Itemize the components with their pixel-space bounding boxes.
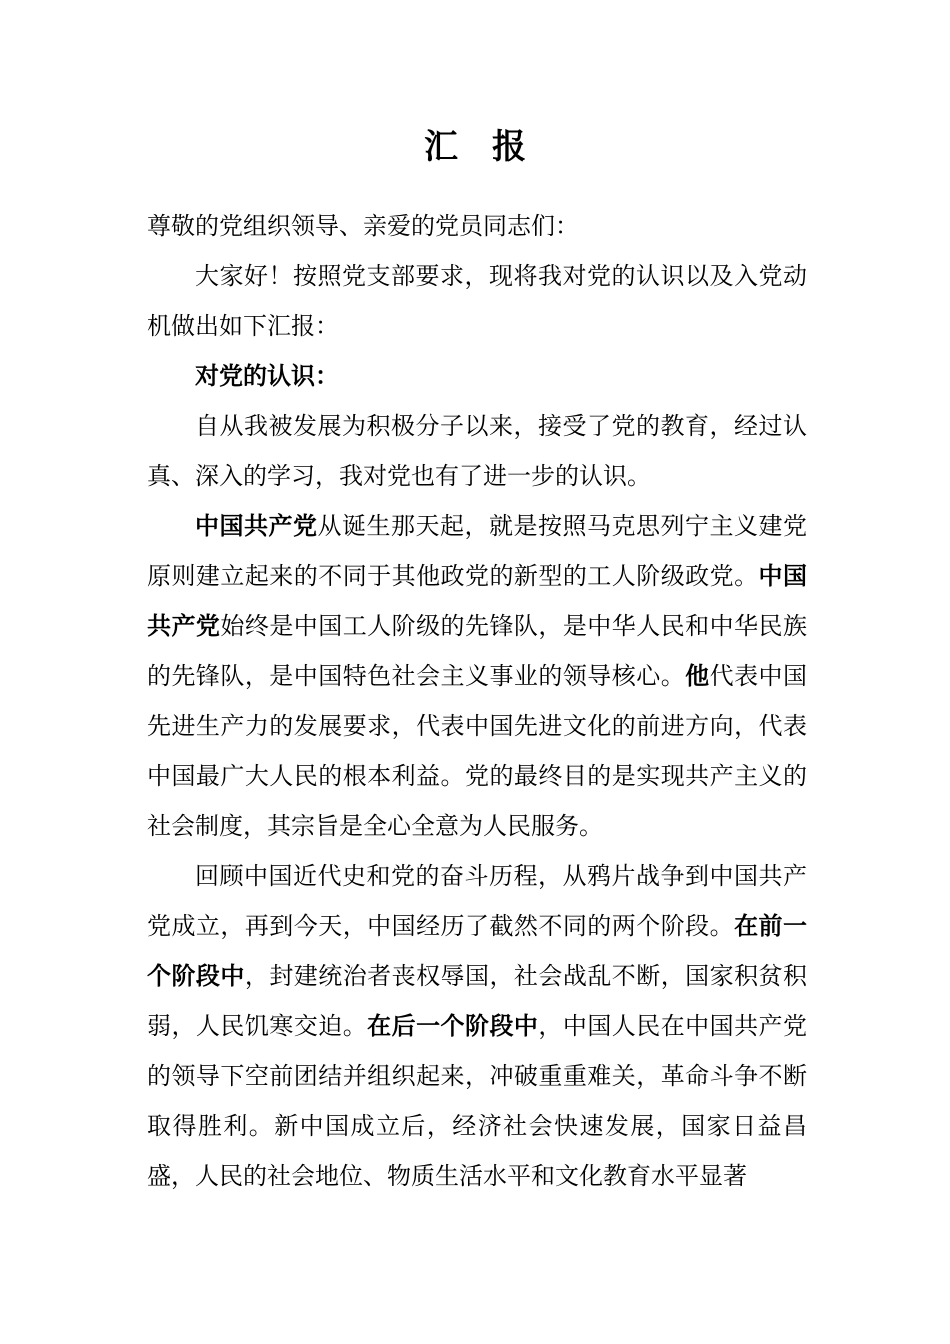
bold-phrase: 中国共产党 xyxy=(195,511,318,540)
document-body xyxy=(147,201,807,1201)
bold-phrase: 在前一个阶段中 xyxy=(147,911,808,990)
bold-phrase: 他 xyxy=(685,661,710,690)
paragraph-2 xyxy=(147,501,807,851)
paragraph-text: 回顾中国近代史和党的奋斗历程，从鸦片战争到中国共产党成立，再到今天，中国经历了截然不同的两个阶段。 xyxy=(147,862,807,940)
title-char-2: 报 xyxy=(492,127,526,167)
bold-phrase: 在后一个阶段中 xyxy=(367,1011,539,1040)
intro-paragraph: 大家好！按照党支部要求，现将我对党的认识以及入党动机做出如下汇报： xyxy=(147,262,807,340)
section-heading: 对党的认识： xyxy=(195,361,339,390)
paragraph-text: ，中国人民在中国共产党的领导下空前团结并组织起来，冲破重重难关，革命斗争不断取得胜利。新中国成立后，经济社会快速发展，国家日益昌盛，人民的社会地位、物质生活水平和文化教育水平显著 xyxy=(147,1012,808,1190)
document-title xyxy=(0,122,950,172)
title-char-1: 汇 xyxy=(424,127,458,167)
paragraph-text: ，封建统治者丧权辱国，社会战乱不断，国家积贫积弱，人民饥寒交迫。 xyxy=(147,962,808,1040)
paragraph-1: 自从我被发展为积极分子以来，接受了党的教育，经过认真、深入的学习，我对党也有了进一步的认识。 xyxy=(147,412,807,490)
greeting-line: 尊敬的党组织领导、亲爱的党员同志们： xyxy=(147,212,579,240)
bold-phrase: 中国共产党 xyxy=(147,561,808,640)
paragraph-text: 从诞生那天起，就是按照马克思列宁主义建党原则建立起来的不同于其他政党的新型的工人阶级政党。 xyxy=(147,512,807,590)
paragraph-text: 代表中国先进生产力的发展要求，代表中国先进文化的前进方向，代表中国最广大人民的根本利益。党的最终目的是实现共产主义的社会制度，其宗旨是全心全意为人民服务。 xyxy=(147,662,808,840)
paragraph-3 xyxy=(147,851,807,1201)
paragraph-text: 始终是中国工人阶级的先锋队，是中华人民和中华民族的先锋队，是中国特色社会主义事业的领导核心。 xyxy=(147,612,808,690)
